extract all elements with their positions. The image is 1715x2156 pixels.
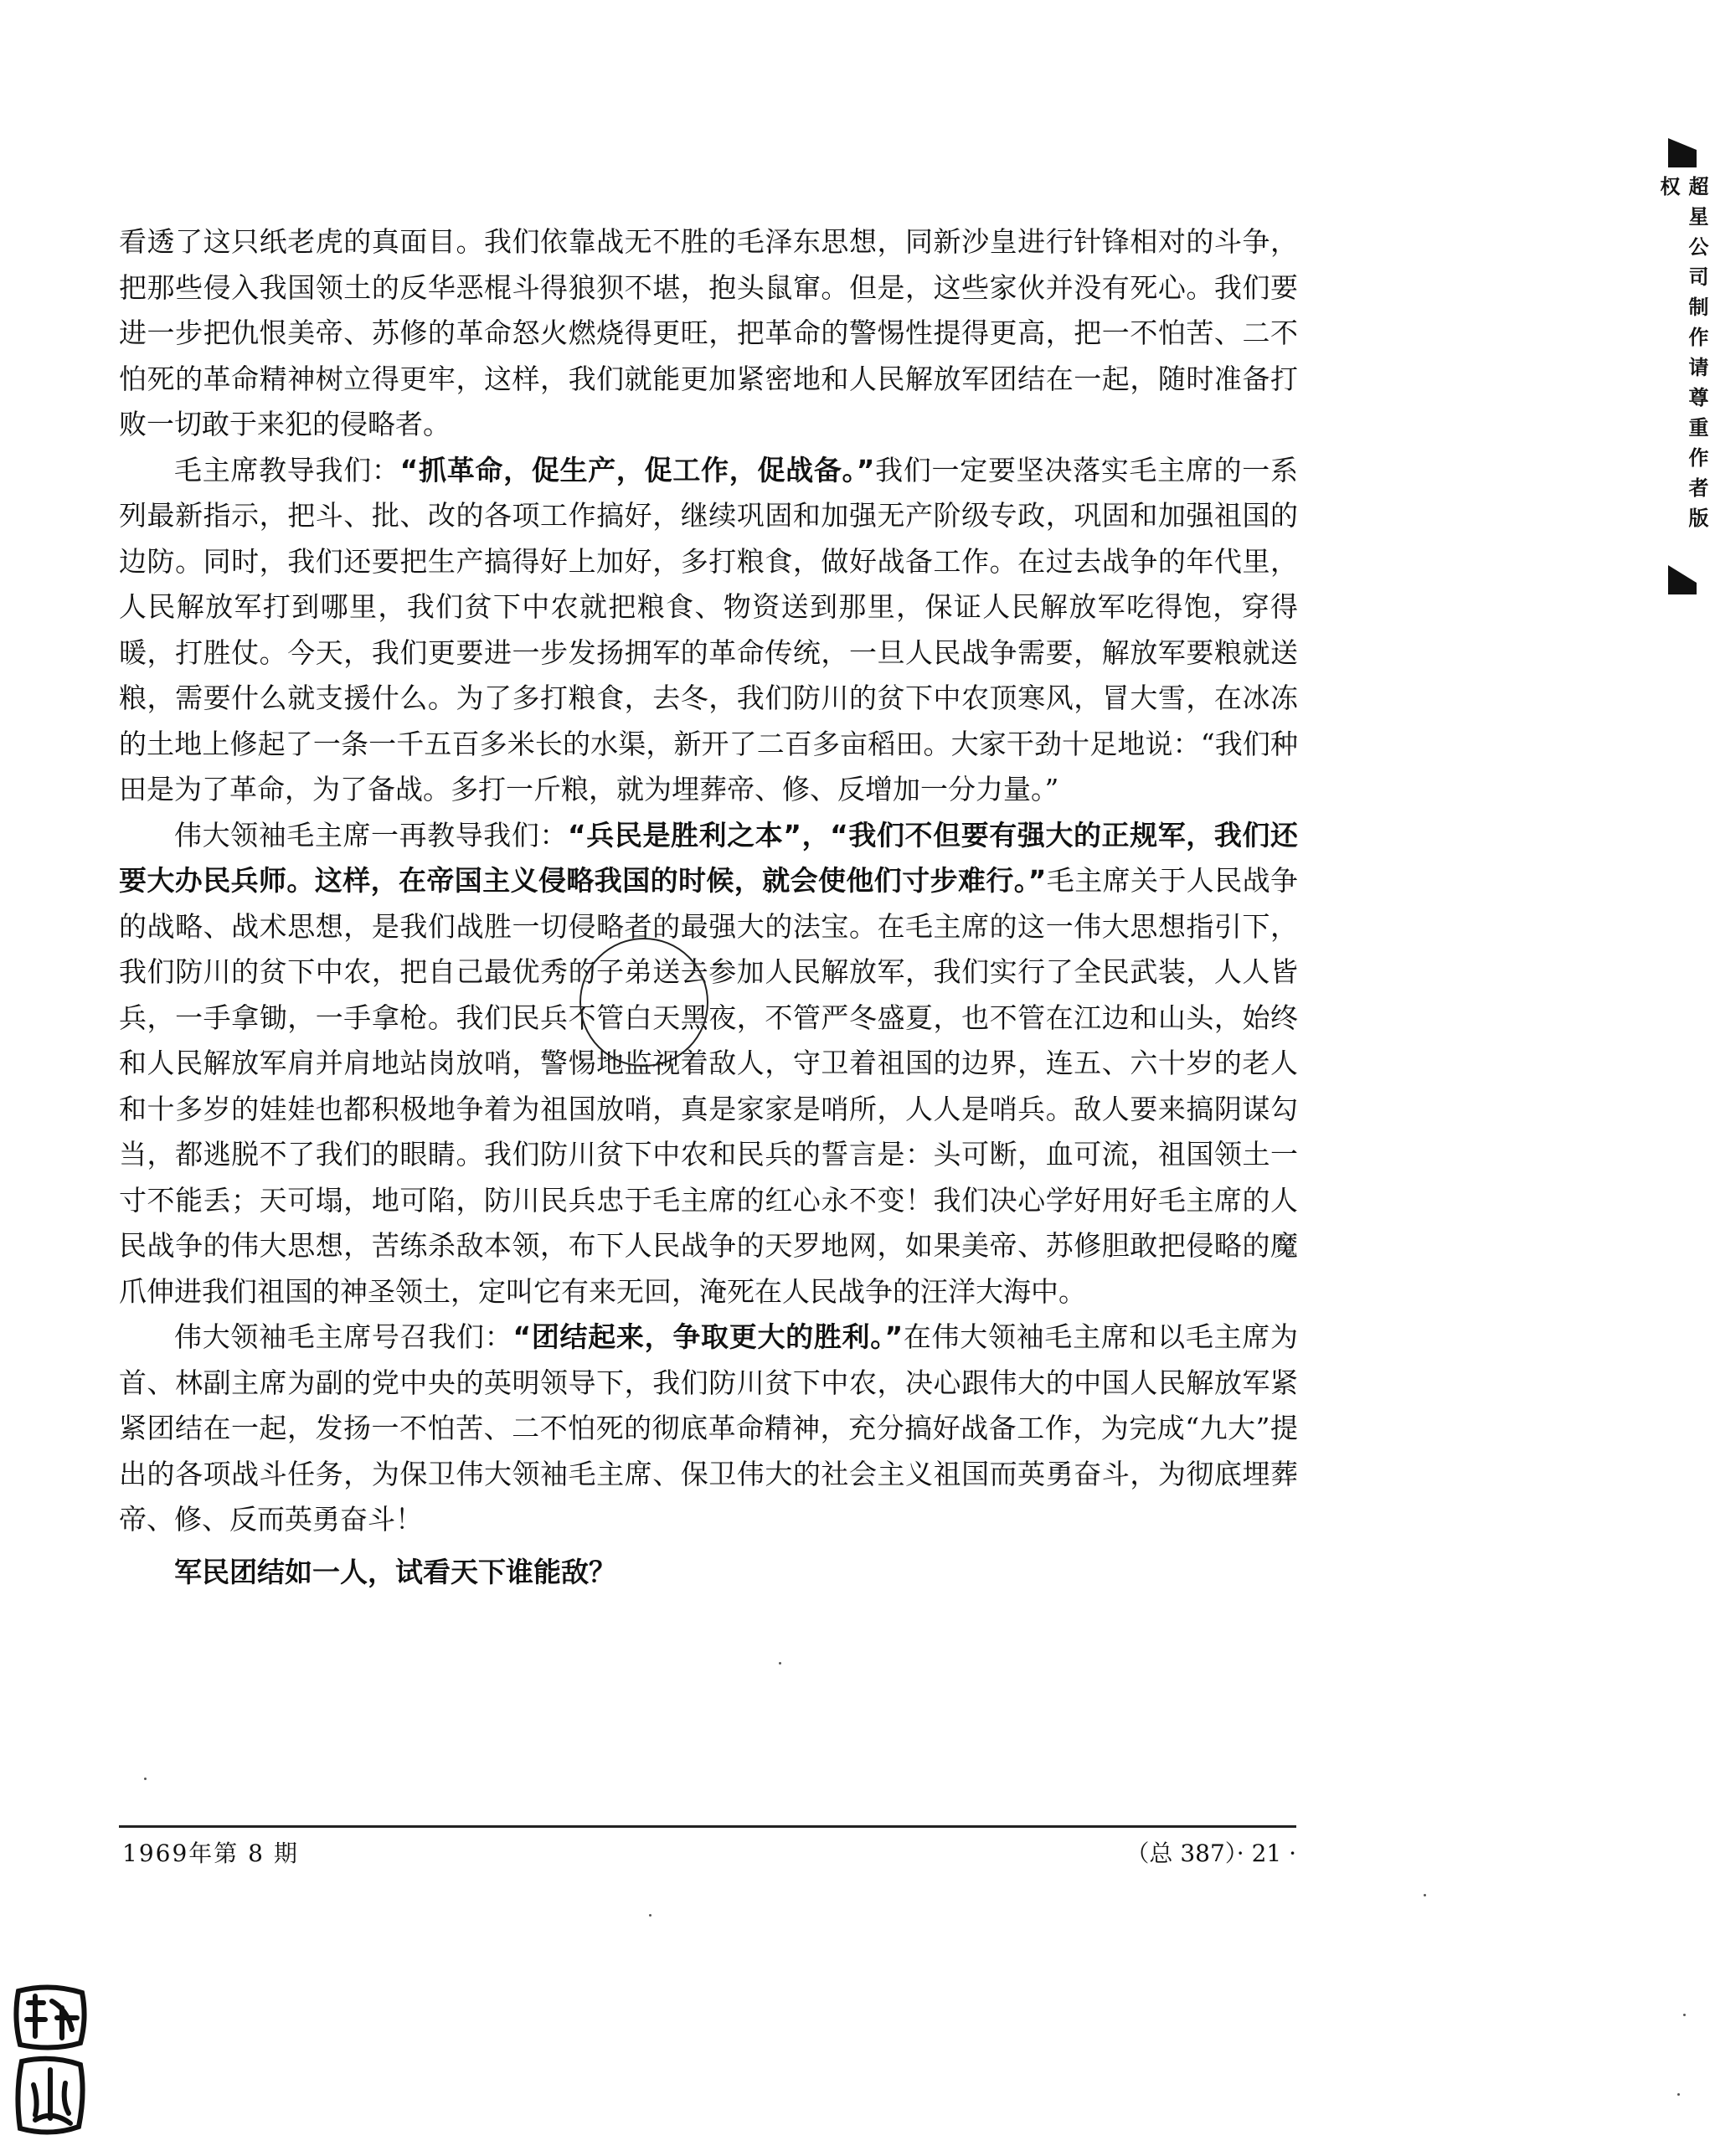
scan-speck <box>1683 2014 1686 2016</box>
scan-speck <box>779 1662 781 1665</box>
scan-speck <box>144 1778 147 1780</box>
paragraph-2 <box>119 448 1298 813</box>
footer-divider <box>119 1825 1296 1828</box>
copyright-banner <box>1658 138 1707 594</box>
article-body <box>119 219 1298 1595</box>
issue-label: 1969年第 8 期 <box>122 1840 299 1867</box>
paragraph-text: 伟大领袖毛主席号召我们： <box>174 1320 513 1353</box>
seal-icon <box>10 1984 90 2143</box>
library-stamp-circle <box>579 938 708 1067</box>
quotation-bold: “抓革命，促生产，促工作，促战备。” <box>399 453 875 486</box>
paragraph-text: 毛主席教导我们： <box>174 453 400 486</box>
banner-bottom-bar <box>1668 565 1697 594</box>
paragraph-text: 伟大领袖毛主席一再教导我们： <box>174 818 569 852</box>
paragraph-text: 在伟大领袖毛主席和以毛主席为首、林副主席为副的党中央的英明领导下，我们防川贫下中农，决心跟伟大的中国人民解放军紧紧团结在一起，发扬一不怕苦、二不怕死的彻底革命精神，充分搞好战备工作，为完成“九大”提出的各项战斗任务，为保卫伟大领袖毛主席、保卫伟大的社会主义祖国而英勇奋斗，为彻底埋葬帝、修、反而英勇奋斗！ <box>119 1320 1298 1536</box>
paragraph-text: 毛主席关于人民战争的战略、战术思想，是我们战胜一切侵略者的最强大的法宝。在毛主席的这一伟大思想指引下，我们防川的贫下中农，把自己最优秀的子弟送去参加人民解放军，我们实行了全民武装，人人皆兵，一手拿锄，一手拿枪。我们民兵不管白天黑夜，不管严冬盛夏，也不管在江边和山头，始终和人民解放军肩并肩地站岗放哨，警惕地监视着敌人，守卫着祖国的边界，连五、六十岁的老人和十多岁的娃娃也都积极地争着为祖国放哨，真是家家是哨所，人人是哨兵。敌人要来搞阴谋勾当，都逃脱不了我们的眼睛。我们防川贫下中农和民兵的誓言是：头可断，血可流，祖国领土一寸不能丢；天可塌，地可陷，防川民兵忠于毛主席的红心永不变！我们决心学好用好毛主席的人民战争的伟大思想，苦练杀敌本领，布下人民战争的天罗地网，如果美帝、苏修胆敢把侵略的魔爪伸进我们祖国的神圣领土，定叫它有来无回，淹死在人民战争的汪洋大海中。 <box>119 864 1298 1308</box>
scan-speck <box>1677 2093 1680 2096</box>
quotation-bold: “团结起来，争取更大的胜利。” <box>512 1320 904 1353</box>
paragraph-3 <box>119 813 1298 1315</box>
scan-speck <box>649 1914 651 1917</box>
paragraph-text: 看透了这只纸老虎的真面目。我们依靠战无不胜的毛泽东思想，同新沙皇进行针锋相对的斗争，把那些侵入我国领土的反华恶棍斗得狼狈不堪，抱头鼠窜。但是，这些家伙并没有死心。我们要进一步把仇恨美帝、苏修的革命怒火燃烧得更旺，把革命的警惕性提得更高，把一不怕苦、二不怕死的革命精神树立得更牢，这样，我们就能更加紧密地和人民解放军团结在一起，随时准备打败一切敢于来犯的侵略者。 <box>119 225 1298 440</box>
copyright-notice: 超星公司制作请尊重作者版权 <box>1656 176 1708 538</box>
paragraph-1 <box>119 219 1298 448</box>
scan-speck <box>1424 1894 1426 1896</box>
banner-top-bar <box>1668 138 1697 167</box>
page-number: （总 387）· 21 · <box>1125 1840 1296 1867</box>
quotation-bold: “兵民是胜利之本”，“我们不但要有强大的正规军，我们还要大办民兵师。这样，在帝国主义侵略我国的时候，就会使他们寸步难行。” <box>119 818 1298 897</box>
closing-slogan: 军民团结如一人，试看天下谁能敌？ <box>174 1555 616 1588</box>
paragraph-4 <box>119 1315 1298 1543</box>
paragraph-text: 我们一定要坚决落实毛主席的一系列最新指示，把斗、批、改的各项工作搞好，继续巩固和加强无产阶级专政，巩固和加强祖国的边防。同时，我们还要把生产搞得好上加好，多打粮食，做好战备工作。在过去战争的年代里，人民解放军打到哪里，我们贫下中农就把粮食、物资送到那里，保证人民解放军吃得饱，穿得暖，打胜仗。今天，我们更要进一步发扬拥军的革命传统，一旦人民战争需要，解放军要粮就送粮，需要什么就支援什么。为了多打粮食，去冬，我们防川的贫下中农顶寒风，冒大雪，在冰冻的土地上修起了一条一千五百多米长的水渠，新开了二百多亩稻田。大家干劲十足地说：“我们种田是为了革命，为了备战。多打一斤粮，就为埋葬帝、修、反增加一分力量。” <box>119 453 1298 805</box>
